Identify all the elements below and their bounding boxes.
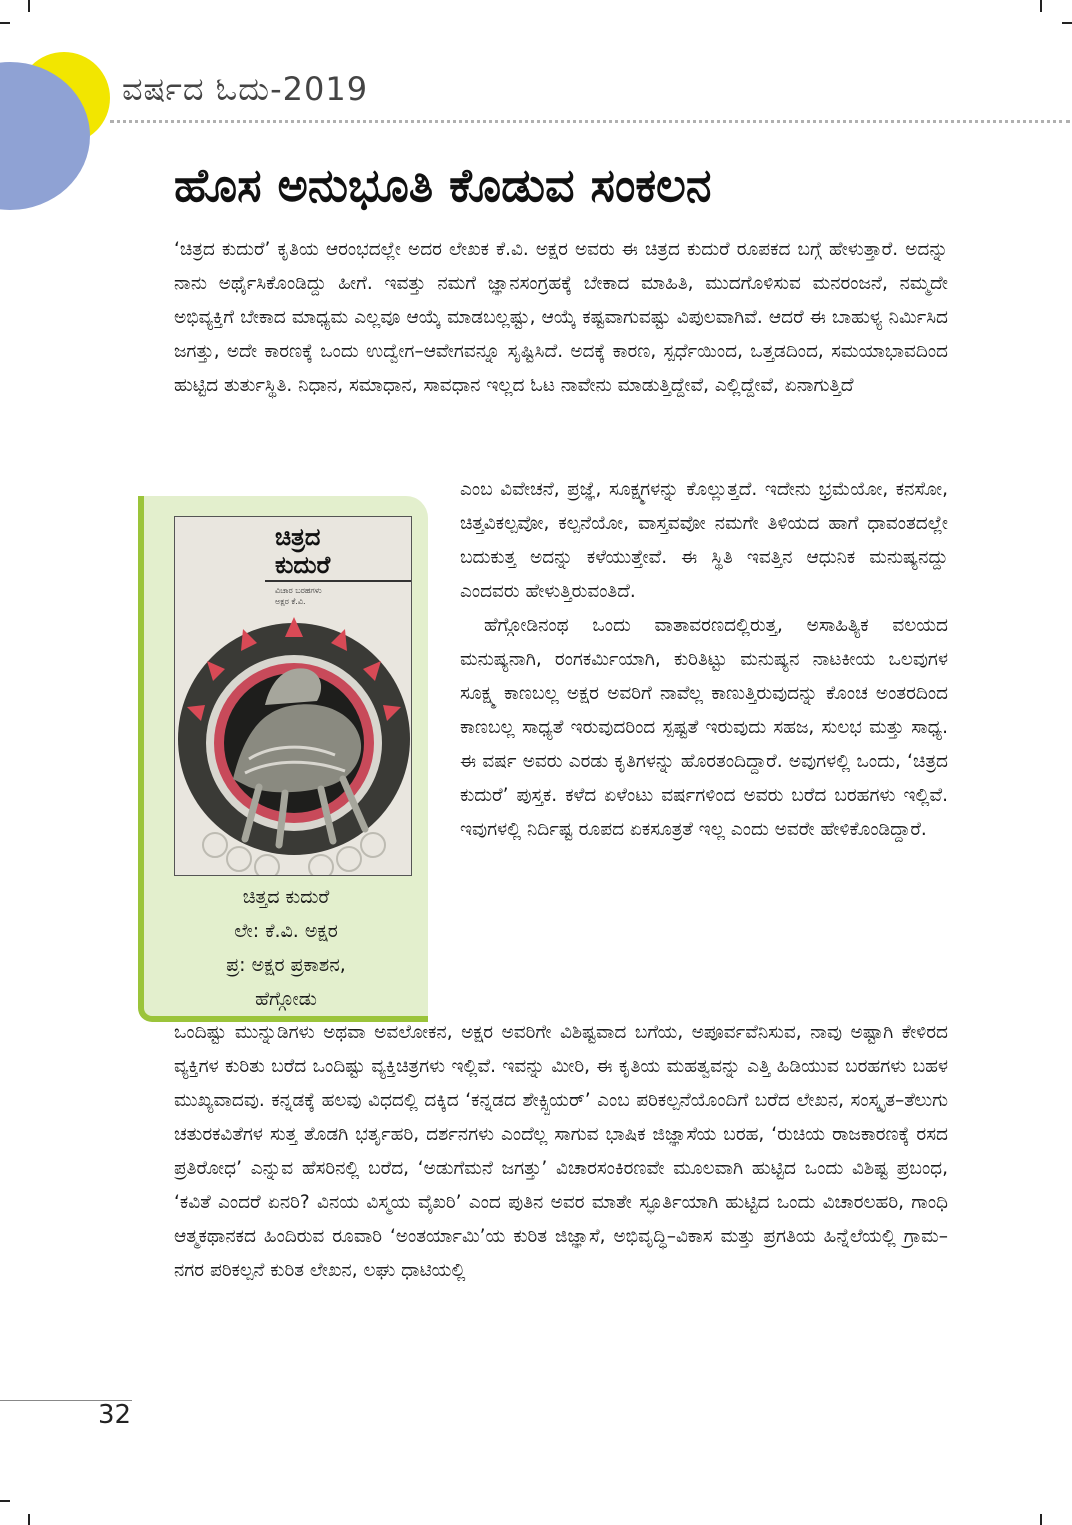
article-title: ಹೊಸ ಅನುಭೂತಿ ಕೊಡುವ ಸಂಕಲನ xyxy=(174,158,712,212)
cover-subtitle-line1: ವಿಚಾರ ಬರಹಗಳು xyxy=(275,586,322,595)
paragraph-intro: ‘ಚಿತ್ರದ ಕುದುರೆ’ ಕೃತಿಯ ಆರಂಭದಲ್ಲೇ ಅದರ ಲೇಖಕ ಕೆ.ವಿ. ಅಕ್ಷರ ಅವರು ಈ ಚಿತ್ರದ ಕುದುರೆ ರೂಪಕದ ಬಗ್ಗೆ ಹೇಳುತ್ತಾರೆ. ಅದನ್ನು ನಾನು ಅರ್ಥೈಸಿಕೊಂಡಿದ್ದು ಹೀಗೆ. ಇವತ್ತು ನಮಗೆ ಜ್ಞಾನಸಂಗ್ರಹಕ್ಕೆ ಬೇಕಾದ ಮಾಹಿತಿ, ಮುದಗೊಳಿಸುವ ಮನರಂಜನೆ, ನಮ್ಮದೇ ಅಭಿವ್ಯಕ್ತಿಗೆ ಬೇಕಾದ ಮಾಧ್ಯಮ ಎಲ್ಲವೂ ಆಯ್ಕೆ ಮಾಡಬಲ್ಲಷ್ಟು, ಆಯ್ಕೆ ಕಷ್ಟವಾಗುವಷ್ಟು ವಿಪುಲವಾಗಿವೆ. ಆದರೆ ಈ ಬಾಹುಳ್ಯ ನಿರ್ಮಿಸಿದ ಜಗತ್ತು, ಅದೇ ಕಾರಣಕ್ಕೆ ಒಂದು ಉದ್ವೇಗ–ಆವೇಗವನ್ನೂ ಸೃಷ್ಟಿಸಿದೆ. ಅದಕ್ಕೆ ಕಾರಣ, ಸ್ಪರ್ಧೆಯಿಂದ, ಒತ್ತಡದಿಂದ, ಸಮಯಾಭಾವದಿಂದ ಹುಟ್ಟಿದ ತುರ್ತುಸ್ಥಿತಿ. ನಿಧಾನ, ಸಮಾಧಾನ, ಸಾವಧಾನ ಇಲ್ಲದ ಓಟ ನಾವೇನು ಮಾಡುತ್ತಿದ್ದೇವೆ, ಎಲ್ಲಿದ್ದೇವೆ, ಏನಾಗುತ್ತಿದೆ xyxy=(174,239,948,396)
crop-mark-right-top xyxy=(1062,22,1072,24)
book-info-card xyxy=(138,496,428,1022)
caption-book-title: ಚಿತ್ತದ ಕುದುರೆ xyxy=(242,886,330,908)
book-cover-image xyxy=(174,516,412,876)
crop-mark-top-left xyxy=(28,0,30,12)
cover-title-line1: ಚಿತ್ರದ xyxy=(275,523,321,551)
paragraph-column xyxy=(460,473,948,847)
crop-mark-bottom-left xyxy=(28,1514,30,1525)
crop-mark-left-top xyxy=(0,22,10,24)
paragraph-heggodu: ಹೆಗ್ಗೋಡಿನಂಥ ಒಂದು ವಾತಾವರಣದಲ್ಲಿರುತ್ತ, ಅಸಾಹಿತ್ಯಿಕ ವಲಯದ ಮನುಷ್ಯನಾಗಿ, ರಂಗಕರ್ಮಿಯಾಗಿ, ಕುರಿತಿಟ್ಟು ಮನುಷ್ಯನ ನಾಟಕೀಯ ಒಲವುಗಳ ಸೂಕ್ಷ್ಮ ಕಾಣಬಲ್ಲ ಅಕ್ಷರ ಅವರಿಗೆ ನಾವೆಲ್ಲ ಕಾಣುತ್ತಿರುವುದನ್ನು ಕೊಂಚ ಅಂತರದಿಂದ ಕಾಣಬಲ್ಲ ಸಾಧ್ಯತೆ ಇರುವುದರಿಂದ ಸ್ಪಷ್ಟತೆ ಇರುವುದು ಸಹಜ, ಸುಲಭ ಮತ್ತು ಸಾಧ್ಯ. ಈ ವರ್ಷ ಅವರು ಎರಡು ಕೃತಿಗಳನ್ನು ಹೊರತಂದಿದ್ದಾರೆ. ಅವುಗಳಲ್ಲಿ ಒಂದು, ‘ಚಿತ್ರದ ಕುದುರೆ’ ಪುಸ್ತಕ. ಕಳೆದ ಏಳೆಂಟು ವರ್ಷಗಳಿಂದ ಅವರು ಬರೆದ ಬರಹಗಳು ಇಲ್ಲಿವೆ. ಇವುಗಳಲ್ಲಿ ನಿರ್ದಿಷ್ಟ ರೂಪದ ಏಕಸೂತ್ರತೆ ಇಲ್ಲ ಎಂದು ಅವರೇ ಹೇಳಿಕೊಂಡಿದ್ದಾರೆ. xyxy=(460,615,948,840)
dotted-divider xyxy=(110,120,1070,123)
caption-publisher: ಪ್ರ: ಅಕ್ಷರ ಪ್ರಕಾಶನ, xyxy=(226,954,346,976)
section-header: ವರ್ಷದ ಓದು-2019 xyxy=(122,70,369,108)
book-caption xyxy=(144,880,428,1016)
caption-place: ಹೆಗ್ಗೋಡು xyxy=(255,988,317,1010)
paragraph-contents: ಒಂದಿಷ್ಟು ಮುನ್ನುಡಿಗಳು ಅಥವಾ ಅವಲೋಕನ, ಅಕ್ಷರ ಅವರಿಗೇ ವಿಶಿಷ್ಟವಾದ ಬಗೆಯ, ಅಪೂರ್ವವೆನಿಸುವ, ನಾವು ಅಷ್ಟಾಗಿ ಕೇಳಿರದ ವ್ಯಕ್ತಿಗಳ ಕುರಿತು ಬರೆದ ಒಂದಿಷ್ಟು ವ್ಯಕ್ತಿಚಿತ್ರಗಳು ಇಲ್ಲಿವೆ. ಇವನ್ನು ಮೀರಿ, ಈ ಕೃತಿಯ ಮಹತ್ವವನ್ನು ಎತ್ತಿ ಹಿಡಿಯುವ ಬರಹಗಳು ಬಹಳ ಮುಖ್ಯವಾದವು. ಕನ್ನಡಕ್ಕೆ ಹಲವು ವಿಧದಲ್ಲಿ ದಕ್ಕಿದ ‘ಕನ್ನಡದ ಶೇಕ್ಸ್ಪಿಯರ್’ ಎಂಬ ಪರಿಕಲ್ಪನೆಯೊಂದಿಗೆ ಬರೆದ ಲೇಖನ, ಸಂಸ್ಕೃತ–ತೆಲುಗು ಚತುರಕವಿತೆಗಳ ಸುತ್ತ ತೊಡಗಿ ಭರ್ತೃಹರಿ, ದರ್ಶನಗಳು ಎಂದೆಲ್ಲ ಸಾಗುವ ಭಾಷಿಕ ಜಿಜ್ಞಾಸೆಯ ಬರಹ, ‘ರುಚಿಯ ರಾಜಕಾರಣಕ್ಕೆ ರಸದ ಪ್ರತಿರೋಧ’ ಎನ್ನುವ ಹೆಸರಿನಲ್ಲಿ ಬರೆದ, ‘ಅಡುಗೆಮನೆ ಜಗತ್ತು’ ವಿಚಾರಸಂಕಿರಣವೇ ಮೂಲವಾಗಿ ಹುಟ್ಟಿದ ಒಂದು ವಿಶಿಷ್ಟ ಪ್ರಬಂಧ, ‘ಕವಿತೆ ಎಂದರೆ ಏನರಿ? ವಿನಯ ವಿಸ್ಮಯ ವೈಖರಿ’ ಎಂದ ಪುತಿನ ಅವರ ಮಾತೇ ಸ್ಫೂರ್ತಿಯಾಗಿ ಹುಟ್ಟಿದ ಒಂದು ವಿಚಾರಲಹರಿ, ಗಾಂಧಿ ಆತ್ಮಕಥಾನಕದ ಹಿಂದಿರುವ ರೂವಾರಿ ‘ಅಂತರ್ಯಾಮಿ’ಯ ಕುರಿತ ಜಿಜ್ಞಾಸೆ, ಅಭಿವೃದ್ಧಿ–ವಿಕಾಸ ಮತ್ತು ಪ್ರಗತಿಯ ಹಿನ್ನೆಲೆಯಲ್ಲಿ ಗ್ರಾಮ–ನಗರ ಪರಿಕಲ್ಪನೆ ಕುರಿತ ಲೇಖನ, ಲಘು ಧಾಟಿಯಲ್ಲಿ xyxy=(174,1022,948,1281)
crop-mark-left-bottom xyxy=(0,1500,10,1502)
paragraph-continuation: ಎಂಬ ವಿವೇಚನೆ, ಪ್ರಜ್ಞೆ, ಸೂಕ್ಷ್ಮಗಳನ್ನು ಕೊಲ್ಲುತ್ತದೆ. ಇದೇನು ಭ್ರಮೆಯೋ, ಕನಸೋ, ಚಿತ್ತವಿಕಲ್ಪವೋ, ಕಲ್ಪನೆಯೋ, ವಾಸ್ತವವೋ ನಮಗೇ ತಿಳಿಯದ ಹಾಗೆ ಧಾವಂತದಲ್ಲೇ ಬದುಕುತ್ತ ಅದನ್ನು ಕಳೆಯುತ್ತೇವೆ. ಈ ಸ್ಥಿತಿ ಇವತ್ತಿನ ಆಧುನಿಕ ಮನುಷ್ಯನದ್ದು ಎಂದವರು ಹೇಳುತ್ತಿರುವಂತಿದೆ. xyxy=(460,479,948,602)
cover-title xyxy=(275,523,330,579)
cover-title-line2: ಕುದುರೆ xyxy=(275,551,331,579)
page-number: 32 xyxy=(98,1400,132,1430)
cover-rule xyxy=(265,580,412,582)
horse-illustration xyxy=(175,609,412,876)
crop-mark-bottom-right xyxy=(1040,1514,1042,1525)
cover-subtitle xyxy=(275,585,322,607)
cover-author: ಅಕ್ಷರ ಕೆ.ವಿ. xyxy=(275,597,306,606)
caption-author: ಲೇ: ಕೆ.ವಿ. ಅಕ್ಷರ xyxy=(234,920,338,942)
crop-mark-top-right xyxy=(1040,0,1042,12)
